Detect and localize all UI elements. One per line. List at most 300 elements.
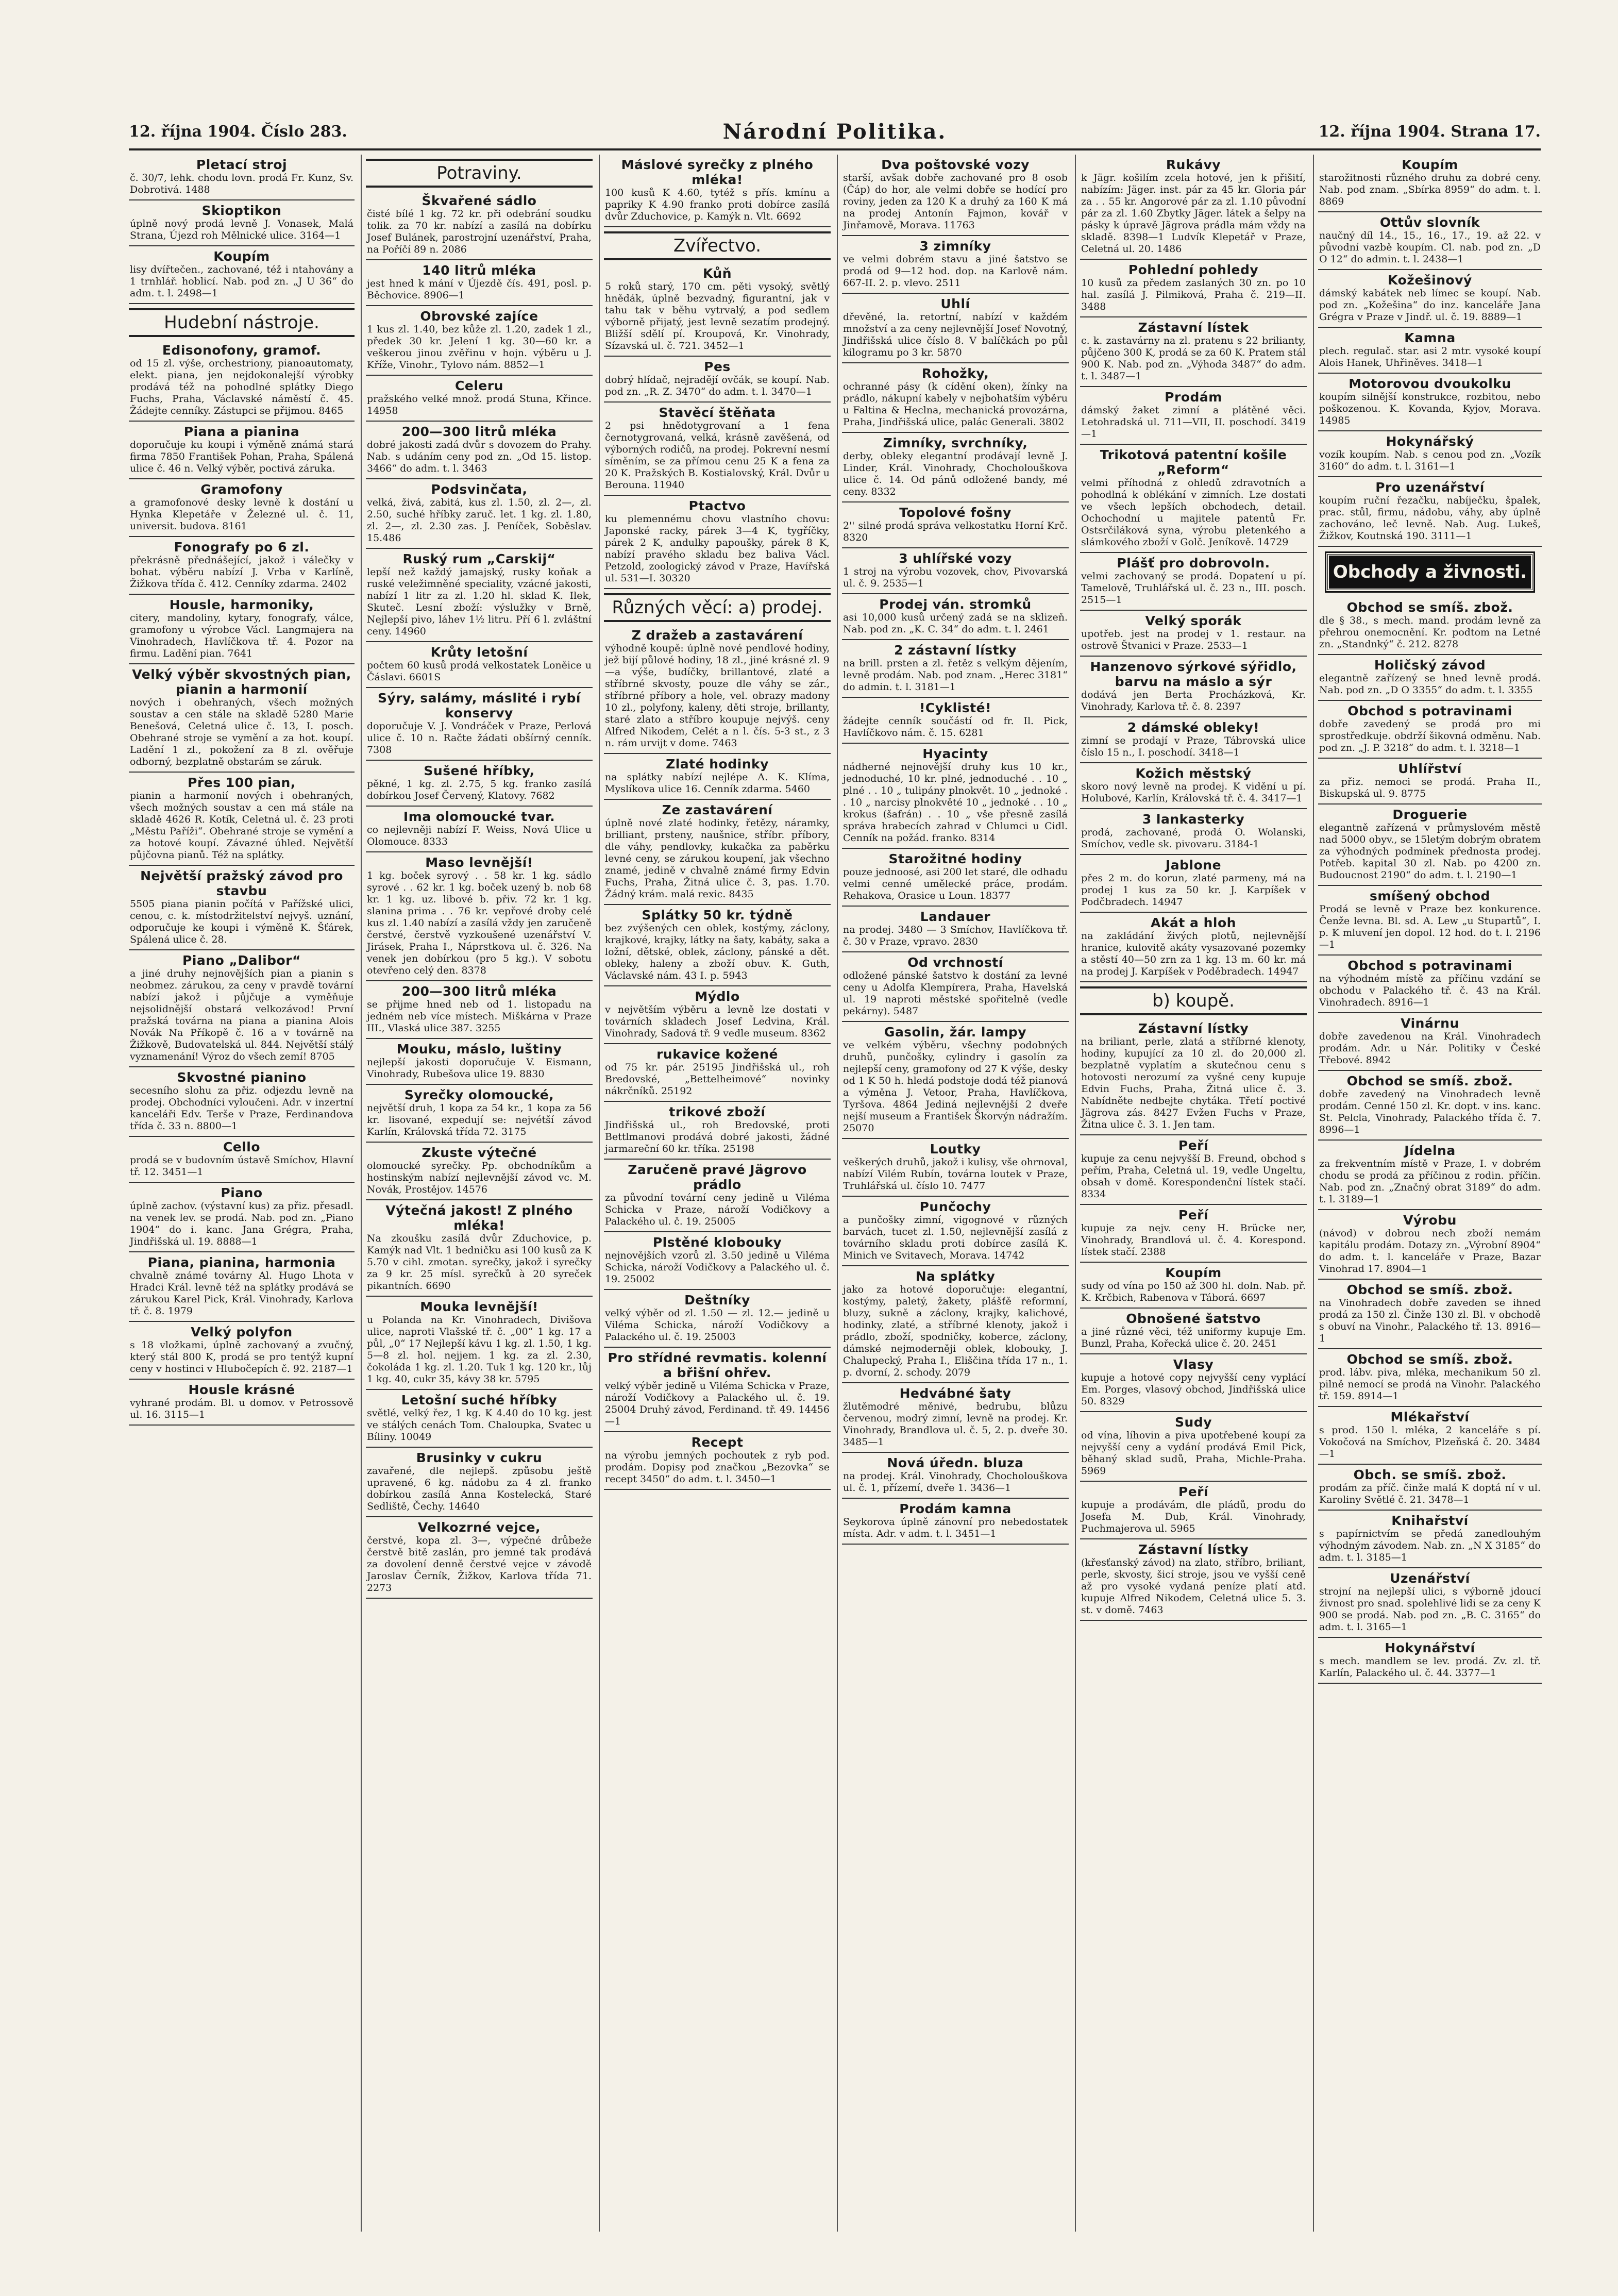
ad-headline: Kožešinový: [1388, 273, 1472, 288]
classified-ad: [366, 1448, 593, 1517]
page-number: 12. října 1904. Strana 17.: [1318, 123, 1541, 141]
ad-body-text: koupím silnější konstrukce, rozbitou, nebo poškozenou. K. Kovanda, Kyjov, Morava. 14985: [1319, 391, 1541, 426]
classified-ad: [604, 1160, 831, 1232]
ad-headline: Velký polyfon: [191, 1325, 293, 1339]
ad-headline: Prodej ván. stromků: [879, 597, 1032, 612]
ad-headline: Obnošené šatstvo: [1126, 1311, 1261, 1326]
classified-ad: [842, 907, 1069, 952]
ad-body-text: ve velkém výběru, všechny podobných druhů, punčošky, cylindry i gasolín za nejlepší ceny, gramofony od 27 K výše, desky od 1 K 50 h. hledá podstoje dodá též pianová a výměna J. Vetoor, Praha, Havlíčkova, Tyršova. 4864 Jediná nejlevnější 2 dveře nejší museum a František Škorvýn nádražím. 25070: [843, 1040, 1068, 1134]
classified-ad: [1080, 1482, 1307, 1539]
classified-ad: [129, 1380, 355, 1426]
ad-headline: Skioptikon: [201, 203, 282, 218]
classified-ad: [1318, 1465, 1542, 1511]
classified-ad: [842, 1383, 1069, 1453]
ad-headline: Obch. se smíš. zbož.: [1353, 1467, 1507, 1482]
ad-body-text: 1 kus zl. 1.40, bez kůže zl. 1.20, zadek 1 zl., předek 30 kr. Jelení 1 kg. 30—60 kr. a veškerou jinou zvěřinu v hojn. výběru u J. Kříže, Vinohr., Tylovo nám. 8852—1: [367, 324, 592, 371]
classified-ad: [366, 376, 593, 422]
ad-headline: Velkozrné vejce,: [417, 1520, 541, 1535]
ad-headline: Obchod se smíš. zbož.: [1346, 600, 1513, 615]
classified-ad: [1318, 1280, 1542, 1349]
classified-ad: [604, 625, 831, 754]
ad-body-text: na Vinohradech dobře zaveden se ihned prodá za 150 zl. Činže 130 zl. Bl. v obchodě s obuví na Vinohr., Palackého tř. 13. 8916—1: [1319, 1297, 1541, 1344]
ad-body-text: nejlepší jakosti doporučuje V. Eismann, Vinohrady, Rubešova ulice 19. 8830: [367, 1057, 592, 1080]
ad-body-text: plech. regulač. star. asi 2 mtr. vysoké koupí Alois Hanek, Uhřiněves. 3418—1: [1319, 345, 1541, 368]
classified-ad: [604, 1102, 831, 1160]
ad-headline: Obchod se smíš. zbož.: [1346, 1282, 1513, 1297]
section-heading: Různých věcí: a) prodej.: [604, 593, 831, 622]
classified-ad: [1318, 1071, 1542, 1141]
ad-body-text: na prodej. Král. Vinohrady, Chocholouškova ul. č. 1, přízemí, dveře 1. 3436—1: [843, 1470, 1068, 1494]
ad-body-text: odložené pánské šatstvo k dostání za levné ceny u Adolfa Klempírera, Praha, Havelská ul. 19 naproti městské spořitelně (vedle pekárny). 5487: [843, 970, 1068, 1017]
ad-body-text: kupuje za cenu nejvyšší B. Freund, obchod s peřím, Praha, Celetná ul. 19, vedle Ungeltu, obsah v domě. Korespondenční lístek stačí. 8334: [1081, 1153, 1306, 1200]
ad-body-text: 5505 piana pianin počítá v Pařížské ulici, cenou, c. k. místodržitelství nejvyš. uznání, odporučuje ke koupi i výměně K. Šťárek, Spálená ulice č. 28.: [130, 898, 353, 945]
ad-body-text: co nejlevněji nabízí F. Weiss, Nová Ulice u Olomouce. 8333: [367, 824, 592, 847]
classified-ad: [1080, 1205, 1307, 1263]
ad-body-text: úplně nové zlaté hodinky, řetězy, náramky, brilliant, prsteny, naušnice, stříbr. příbory, dle váhy, pendlovky, kukačka za paběrku levné ceny, se zárukou koupení, jak všechno znamé, jedině v chvalně známé firmy Edvin Fuchs, Praha, Žitná ulice č. 3, pas. 1.70. Žádný krám. malá rexic. 8435: [605, 817, 830, 900]
ad-body-text: největší druh, 1 kopa za 54 kr., 1 kopa za 56 kr. lisované, expedují se: nejvétší závod Karlín, Královská třída 72. 3175: [367, 1102, 592, 1137]
ad-body-text: citery, mandoliny, kytary, fonografy, válce, gramofony u výrobce Václ. Langmajera na Vinohradech, Havlíčkova tř. 4. Pozor na firmu. Ladění pian. 7641: [130, 612, 353, 659]
ad-body-text: asi 10,000 kusů určený zadá se na sklizeň. Nab. pod zn. „K. C. 34“ do adm. t. l. 2461: [843, 612, 1068, 635]
ad-headline: Letošní suché hříbky: [401, 1393, 558, 1407]
classified-ad: [842, 849, 1069, 907]
ad-headline: Holičský závod: [1374, 658, 1486, 673]
classified-ad: [366, 1390, 593, 1448]
classified-ad: [604, 1432, 831, 1490]
ad-headline: Výtečná jakost! Z plného mléka!: [385, 1203, 573, 1233]
ad-headline: Celeru: [455, 378, 503, 393]
classified-ad: [1318, 477, 1542, 547]
ad-headline: Pohlední pohledy: [1128, 262, 1259, 277]
ad-headline: Mouku, máslo, luštiny: [396, 1042, 562, 1057]
ad-headline: Zástavní lístky: [1138, 1021, 1249, 1036]
classified-ad: [1318, 374, 1542, 431]
ad-headline: Na splátky: [915, 1269, 996, 1284]
ad-headline: Plstěné klobouky: [652, 1235, 782, 1250]
classified-columns: [129, 155, 1541, 2232]
ad-body-text: prodá se v budovním ústavě Smíchov, Hlavní tř. 12. 3451—1: [130, 1154, 353, 1178]
column-3: [599, 155, 835, 2232]
ad-headline: Uhlířství: [1398, 761, 1462, 776]
ad-body-text: Na zkoušku zasílá dvůr Zduchovice, p. Kamýk nad Vlt. 1 bedničku asi 100 kusů za K 5.70 v cihl. zmotan. syrečky, jakož i syrečky za 9 kr. 25 mísl. syrečků à 20 syreček pikantních. 6690: [367, 1233, 592, 1292]
classified-ad: [366, 688, 593, 761]
ad-body-text: úplně zachov. (výstavní kus) za přiz. přesadl. na venek lev. se prodá. Nab. pod zn. „Piano 1904“ do i. kanc. Jana Grégra, Praha, Jindřišská ul. 19. 8888—1: [130, 1200, 353, 1247]
ad-headline: Maso levnější!: [425, 855, 533, 870]
classified-ad: [1318, 701, 1542, 759]
classified-ad: [604, 754, 831, 800]
ad-body-text: upotřeb. jest na prodej v 1. restaur. na ostrově Štvanici v Praze. 2533—1: [1081, 628, 1306, 651]
ad-headline: Starožitné hodiny: [888, 851, 1022, 866]
classified-ad: [129, 1183, 355, 1252]
classified-ad: [1080, 553, 1307, 611]
ad-headline: Mýdlo: [695, 989, 740, 1004]
classified-ad: [1080, 913, 1307, 982]
ad-headline: Stavěcí štěňata: [659, 405, 776, 420]
classified-ad: [366, 852, 593, 981]
classified-ad: [366, 1085, 593, 1143]
classified-ad: [1318, 1568, 1542, 1638]
classified-ad: [842, 1139, 1069, 1197]
column-2: [361, 155, 597, 2232]
ad-body-text: dobře zavedený na Vinohradech levně prodám. Cenné 150 zl. Kr. dopt. v ins. kanc. St. Pelcla, Vinohrady, Palackého třída č. 7. 8996—1: [1319, 1088, 1541, 1135]
classified-ad: [1080, 611, 1307, 657]
classified-ad: [129, 664, 355, 773]
ad-body-text: sudy od vína po 150 až 300 hl. doln. Nab. př. K. Krčbich, Rabenova v Táborá. 6697: [1081, 1280, 1306, 1303]
classified-ad: [842, 294, 1069, 363]
classified-ad: [366, 1200, 593, 1297]
ad-body-text: u Polanda na Kr. Vinohradech, Divišova ulice, naproti Vlašské tř. č. „00“ 1 kg. 17 a půl, „0“ 17 Nejlepší kávu 1 kg. zl. 1.50, 1 kg. 5—8 zl. hol. nejjem. 1 kg. za zl. 2.30, čokoláda 1 kg. zl. 1.20. Tuk 1 kg. 120 kr., lůj 1 kg. 40, cukr 35, kávy 38 kr. 5795: [367, 1314, 592, 1385]
ad-body-text: za frekventním místě v Praze, I. v dobrém chodu se prodá za příčinou z rodin. příčin. Nab. pod zn. „Značný obrat 3189“ do adm. t. l. 3189—1: [1319, 1158, 1541, 1205]
ad-headline: Největší pražský závod pro stavbu: [140, 868, 343, 898]
classified-ad: [129, 422, 355, 479]
classified-ad: [842, 594, 1069, 640]
ad-body-text: a gramofonové desky levně k dostání u Hynka Klepetáře v Železné ul. č. 11, universit. budova. 8161: [130, 497, 353, 532]
classified-ad: [366, 422, 593, 479]
ad-headline: Kožich městský: [1135, 766, 1252, 781]
ad-headline: Hokynářský: [1386, 434, 1474, 449]
ad-headline: trikové zboží: [669, 1104, 766, 1119]
ad-body-text: 1 stroj na výrobu vozovek, chov, Pivovarská ul. č. 9. 2535—1: [843, 566, 1068, 589]
ad-headline: Piano: [221, 1185, 263, 1200]
ad-body-text: kupuje a prodávám, dle pládů, produ do Josefa M. Dub, Král. Vinohrady, Puchmajerova ul. 5965: [1081, 1499, 1306, 1534]
newspaper-page: [129, 120, 1541, 2236]
ad-headline: Vlasy: [1173, 1357, 1214, 1372]
ad-headline: Loutky: [930, 1142, 981, 1157]
ad-body-text: strojní na nejlepší ulici, s výborně jdoucí živnost pro snad. spolehlivé lidi se za ceny K 900 se prodá. Nab. pod zn. „B. C. 3165“ do adm. t. l. 3165—1: [1319, 1586, 1541, 1633]
classified-ad: [129, 950, 355, 1067]
classified-ad: [1318, 328, 1542, 374]
ad-body-text: starožitnosti různého druhu za dobré ceny. Nab. pod znam. „Sbírka 8959“ do adm. t. l. 8869: [1319, 172, 1541, 207]
ad-body-text: naučný díl 14., 15., 16., 17., 19. až 22. v původní vazbě koupím. Cl. nab. pod zn. „D O 12“ do admin. t. l. 2438—1: [1319, 230, 1541, 265]
classified-ad: [842, 1266, 1069, 1383]
ad-headline: Droguerie: [1392, 807, 1468, 822]
ad-body-text: a jiné druhy nejnovějších pian a pianin s neobmez. zárukou, za ceny v pravdě tovární nabízí jakož i půjčuje a vyměňuje nejsolidnější obstará velkozávod! První pražská továrna na piana a pianina Alois Novák Na Příkopě č. 16 a v továrně na Žižkově, Budovatelská ul. 844. Největší stálý vyznamenání! Výroz do všech zemí! 8705: [130, 968, 353, 1062]
classified-ad: [1318, 270, 1542, 328]
ad-headline: Sušené hříbky,: [424, 763, 535, 778]
ad-body-text: 10 kusů za předem zaslaných 30 zn. po 10 hal. zasílá J. Pilmiková, Praha č. 219—II. 3488: [1081, 277, 1306, 312]
ad-body-text: s mech. mandlem se lev. prodá. Zv. zl. tř. Karlín, Palackého ul. č. 44. 3377—1: [1319, 1655, 1541, 1679]
ad-headline: Recept: [691, 1435, 744, 1450]
page-header: [129, 120, 1541, 147]
classified-ad: [1318, 1349, 1542, 1407]
classified-ad: [129, 155, 355, 200]
ad-headline: Škvařené sádlo: [422, 193, 537, 208]
ad-body-text: vozík koupím. Nab. s cenou pod zn. „Vozík 3160“ do adm. t. l. 3161—1: [1319, 449, 1541, 472]
ad-body-text: derby, obleky elegantní prodávají levně J. Linder, Král. Vinohrady, Chocholouškova ulice č. 14. Od pánů odložené bandy, mé ceny. 8332: [843, 450, 1068, 497]
ad-body-text: c. k. zastavárny na zl. pratenu s 22 brilianty, půjčeno 300 K, prodá se za 60 K. Pratem stál 900 K. Nab. pod zn. „Výhoda 3487“ do adm. t. l. 3487—1: [1081, 335, 1306, 382]
ad-headline: Obchod se smíš. zbož.: [1346, 1074, 1513, 1088]
column-5: [1075, 155, 1311, 2232]
classified-ad: [1318, 212, 1542, 270]
classified-ad: [129, 340, 355, 422]
classified-ad: [842, 363, 1069, 433]
ad-body-text: k Jägr. košilím zcela hotové, jen k přišití, nabízím: Jäger. inst. pár za 45 kr. Gloria pár za . . 55 kr. Angorové pár za zl. 1.10 původní pár za zl. 1.60 Zbytky Jäger. látek a šelpy na pásky k úpravě Jägrova prádla mám vždy na skladě. 8398—1 Ludvík Klepetář v Praze, Celetná ul. 20. 1486: [1081, 172, 1306, 255]
classified-ad: [604, 1044, 831, 1102]
ad-body-text: doporučuje ku koupi i výměně známá stará firma 7850 František Pohan, Praha, Spálená ulice č. 46 n. Velký výběr, poctivá záruka.: [130, 439, 353, 474]
classified-ad: [1318, 655, 1542, 701]
ad-body-text: dobré jakosti zadá dvůr s dovozem do Prahy. Nab. s udáním ceny pod zn. „Od 15. listop. 3466“ do adm. t. l. 3463: [367, 439, 592, 474]
ad-headline: 3 uhlířské vozy: [899, 551, 1012, 566]
header-rule: [129, 148, 1541, 150]
classified-ad: [842, 548, 1069, 594]
classified-ad: [604, 496, 831, 589]
ad-headline: Piana, pianina, harmonia: [147, 1255, 336, 1270]
ad-headline: 140 litrů mléka: [422, 263, 536, 278]
ad-headline: Hokynářství: [1385, 1640, 1475, 1655]
ad-body-text: na splátky nabízí nejlépe A. K. Klíma, Myslíkova ulice 16. Cenník zdarma. 5460: [605, 772, 830, 795]
ad-body-text: ku plemennému chovu vlastního chovu: Japonské racky, párek 3—4 K, tygříčky, párek 2 K, andulky papoušky, párek 8 K, nabízí pravého skladu bez baliva Václ. Petzold, zoologický závod v Praze, Havířská ul. 531—I. 30320: [605, 513, 830, 584]
ad-body-text: doporučuje V. J. Vondráček v Praze, Perlová ulice č. 10 n. Račte žádati obšírný cenník. 7308: [367, 720, 592, 756]
ad-body-text: prod. lábv. piva, mléka, mechanikum 50 zl. pilně nemocí se prodá na Vinohr. Palackého tř. 159. 8914—1: [1319, 1367, 1541, 1402]
classified-ad: [1080, 1018, 1307, 1135]
classified-ad: [1318, 759, 1542, 805]
ad-body-text: velká, živá, zabitá, kus zl. 1.50, zl. 2—, zl. 2.50, suché hříbky zaruč. let. 1 kg. zl. 1.80, zl. 2—, zl. 2.30 zas. J. Peníček, Soběslav. 15.486: [367, 497, 592, 544]
classified-ad: [1318, 805, 1542, 886]
classified-ad: [129, 866, 355, 950]
ad-body-text: v největším výběru a levně lze dostati v továrních skladech Josef Ledvina, Král. Vinohrady, Sadová tř. 9 vedle museum. 8362: [605, 1004, 830, 1039]
classified-ad: [604, 263, 831, 357]
ad-headline: Výrobu: [1403, 1213, 1457, 1228]
ad-headline: Brusinky v cukru: [416, 1450, 543, 1465]
ad-body-text: velmi zachovaný se prodá. Dopatení u pí. Tamelově, Truhlářská ul. č. 23 n., III. posch. 2515—1: [1081, 571, 1306, 606]
ad-body-text: vyhrané prodám. Bl. u domov. v Petrossově ul. 16. 3115—1: [130, 1397, 353, 1420]
ad-body-text: 1 kg. boček syrový . . 58 kr. 1 kg. sádlo syrové . . 62 kr. 1 kg. boček uzený b. nob 68 kr. 1 kg. uz. libové b. přiv. 72 kr. 1 kg. slanina prima . . 76 kr. vepřové droby celé kus zl. 1.40 nabízí a zasílá vždy jen zaručeně čerstvé, čerstvě vyzkoušené uzenářství V. Jirásek, Praha I., Náprstkova ul. č. 326. Na venek jen dobírkou (pro 5 kg.). V sobotu otevřeno celý den. 8378: [367, 870, 592, 976]
ad-body-text: velký výběr jedině u Viléma Schicka v Praze, nároží Vodičkovy a Palackého ul. č. 19. 25004 Druhý závod, Ferdinand. tř. 49. 14456—1: [605, 1380, 830, 1427]
classified-ad: [1080, 1539, 1307, 1621]
classified-ad: [1318, 1638, 1542, 1684]
ad-headline: smíšený obchod: [1370, 889, 1490, 903]
ad-body-text: olomoucké syrečky. Pp. obchodníkům a hostinským nabízí nejlevnější závod vc. M. Novák, Prostějov. 14576: [367, 1160, 592, 1195]
ad-headline: Ptactvo: [688, 498, 746, 513]
classified-ad: [366, 1517, 593, 1599]
ad-headline: Edisonofony, gramof.: [162, 343, 322, 358]
ad-headline: Kůň: [702, 266, 732, 281]
classified-ad: [1080, 387, 1307, 445]
classified-ad: [129, 537, 355, 595]
classified-ad: [366, 642, 593, 688]
ad-headline: Zaručeně pravé Jägrovo prádlo: [628, 1162, 807, 1192]
ad-body-text: elegantně zařízená v průmyslovém městě nad 5000 obyv., se 15letým dobrým obratem za výhodných podmínek přednosta prodej. Potřeb. kapital 30 zl. Nab. po 4200 zn. Budoucnost 2190“ do adm. t. l. 2190—1: [1319, 822, 1541, 881]
ad-body-text: veškerých druhů, jakož i kulisy, vše ohrnoval, nabízí Vilém Rubín, továrna loutek v Praze, Truhlářská ul. číslo 10. 7477: [843, 1157, 1068, 1192]
classified-ad: [129, 773, 355, 866]
classified-ad: [366, 807, 593, 852]
classified-ad: [129, 1252, 355, 1322]
ad-headline: Topolové fošny: [899, 505, 1012, 520]
ad-body-text: (křesťanský závod) na zlato, stříbro, briliant, perle, skvosty, šicí stroje, jsou ve vyšší ceně až pro vysoké vydaná peníze platí atd. kupuje Alfred Nikodem, Celetná ulice 5. 3. st. v domě. 7463: [1081, 1557, 1306, 1616]
ad-headline: Ze zastavárení: [662, 802, 773, 817]
classified-ad: [129, 1067, 355, 1137]
classified-ad: [1080, 809, 1307, 855]
ad-body-text: nových i obehraných, všech možných soustav a cen stále na skladě 5280 Marie Benešová, Celetná ulice č. 13, I. posch. Obehrané stroje se vymění a za hot. koupí. Ladění 1 zl., pokožení za 8 zl. ověřuje odborný, bezplatně obstarám se záruk.: [130, 697, 353, 767]
ad-headline: Splátky 50 kr. týdně: [642, 908, 793, 923]
classified-ad: [366, 981, 593, 1039]
ad-headline: Peří: [1178, 1208, 1209, 1222]
classified-ad: [129, 1137, 355, 1183]
ad-body-text: koupím ruční řezačku, nabíječku, špalek, prac. stůl, firmu, nádobu, váhy, aby úplně zachováno, leč levně. Nab. Aug. Lukeš, Žižkov, Koutnská 190. 3111—1: [1319, 495, 1541, 542]
ad-headline: rukavice kožené: [656, 1047, 778, 1062]
classified-ad: [604, 357, 831, 403]
ad-headline: Landauer: [920, 909, 991, 924]
ad-headline: Knihařství: [1391, 1513, 1469, 1528]
ad-headline: Pro uzenářství: [1375, 480, 1485, 495]
ad-body-text: dle § 38., s mech. mand. prodám levně za přehrou onemocnění. Kr. podtom na Letné zn. „Standnký“ č. 212. 8278: [1319, 615, 1541, 650]
ad-body-text: 2 psi hnědotygrovaní a 1 fena černotygrovaná, velká, krásně zavěšená, od výborných rodičů, na prodej. Pokrevní nesmí síměním, se za přímou cenu 25 K a fena za 20 K. Pražských B. Kostialovský, Král. Dvůr u Berouna. 11940: [605, 420, 830, 491]
ad-headline: Máslové syrečky z plného mléka!: [621, 157, 814, 187]
ad-body-text: pouze jednoosé, asi 200 let staré, dle odhadu velmi cenné umělecké práce, prodám. Rehakova, Orasice u Loun. 18377: [843, 866, 1068, 901]
ad-body-text: jest hned k mání v Újezdě čís. 491, posl. p. Běchovice. 8906—1: [367, 278, 592, 301]
classified-ad: [1080, 445, 1307, 553]
issue-date-number: 12. října 1904. Číslo 283.: [129, 123, 347, 141]
classified-ad: [1318, 1407, 1542, 1465]
ad-headline: Zimníky, svrchníky,: [883, 435, 1028, 450]
ad-body-text: Jindřišská ul., roh Bredovské, proti Bettlmanovi prodává dobré jakosti, žádné jarmareční 60 kr. tříka. 25198: [605, 1119, 830, 1154]
classified-ad: [604, 403, 831, 496]
classified-ad: [1318, 886, 1542, 956]
ad-body-text: žádejte cenník součástí od fr. Il. Pick, Havlíčkovo nám. č. 15. 6281: [843, 715, 1068, 739]
ad-body-text: kupuje a hotové copy nejvyšší ceny vyplácí Em. Porges, vlasový obchod, Jindřišská ulice 50. 8329: [1081, 1372, 1306, 1407]
section-heading-boxed: Obchody a živnosti.: [1326, 553, 1533, 591]
ad-body-text: a punčošky zimní, vigognové v různých barvách, tucet zl. 1.50, nejlevnější zasílá z továrního skladu proti dobírce zasílá K. Minich ve Svitavech, Morava. 14742: [843, 1214, 1068, 1261]
classified-ad: [842, 952, 1069, 1022]
ad-headline: Hedvábné šaty: [899, 1386, 1012, 1401]
ad-body-text: na prodej. 3480 — 3 Smíchov, Havlíčkova tř. č. 30 v Praze, vpravo. 2830: [843, 924, 1068, 947]
ad-headline: Mlékařství: [1390, 1410, 1470, 1424]
ad-body-text: s prod. 150 l. mléka, 2 kanceláře s pí. Vokočová na Smíchov, Plzeňská č. 20. 3484—1: [1319, 1424, 1541, 1460]
classified-ad: [1318, 1511, 1542, 1568]
ad-headline: Piana a pianina: [183, 424, 300, 439]
classified-ad: [366, 306, 593, 376]
classified-ad: [604, 1348, 831, 1432]
ad-headline: Housle krásné: [188, 1382, 295, 1397]
ad-body-text: zavařené, dle nejlepš. způsobu ještě upravené, 6 kg. nádobu za 4 zl. franko dobírkou zasílá Anna Kostelecká, Staré Sedliště, Čechy. 14640: [367, 1465, 592, 1512]
ad-body-text: 5 roků starý, 170 cm. pěti vysoký, světlý hnědák, úplně bezvadný, figurantní, jak v tahu tak v běhu vytrvalý, a pod sedlem výborně přijatý, jest levně sezatím prodejný. Bližší sdělí pí. Kroupová, Kr. Vinohrady, Sízavská ul. č. 721. 3452—1: [605, 281, 830, 351]
ad-headline: Uhlí: [940, 296, 970, 311]
ad-body-text: výhodně koupě: úplně nové pendlové hodiny, jež bijí půlové hodiny, 18 zl., jiné krásné zl. 9—a výše, budíčky, brillantové, zlaté a stříbrné skvosty, pouze dle váhy se zár., stříbrné příbory a hole, vel. obrazy madony 10 zl., polyfony, kaleny, děti stroje, brillanty, staré zlato a stříbro koupuje nejvýš. ceny Alfred Nikodem, Celét a n l. čís. 5-3 st., z 3 n. rám urvijt v dome. 7463: [605, 643, 830, 749]
classified-ad: [366, 761, 593, 807]
ad-headline: 200—300 litrů mléka: [401, 424, 557, 439]
ad-body-text: starší, avšak dobře zachované pro 8 osob (Čáp) do hor, ale velmi dobře se hodící pro roviny, jeden za 120 K a druhý za 160 K má na prodej Antonín Fajmon, kovář v Jinřamově, Morava. 11763: [843, 172, 1068, 231]
ad-headline: Peří: [1178, 1484, 1209, 1499]
ad-headline: Rohožky,: [921, 366, 989, 381]
ad-body-text: dobrý hlídač, nejradějí ovčák, se koupí. Nab. pod zn. „R. Z. 3470“ do adm. t. l. 3470—1: [605, 374, 830, 397]
ad-headline: Zástavní lístky: [1138, 1542, 1249, 1557]
ad-body-text: na brill. prsten a zl. řetěz s velkým dějením, levně prodám. Nab. pod znam. „Herec 3181“ do admin. t. l. 3181—1: [843, 658, 1068, 693]
classified-ad: [1080, 763, 1307, 809]
ad-headline: Uzenářství: [1390, 1571, 1470, 1586]
classified-ad: [842, 502, 1069, 548]
classified-ad: [842, 744, 1069, 849]
ad-body-text: dodává jen Berta Procházková, Kr. Vinohrady, Karlova tř. č. 8. 2397: [1081, 689, 1306, 712]
classified-ad: [1080, 155, 1307, 260]
classified-ad: [842, 698, 1069, 744]
ad-body-text: 100 kusů K 4.60, tytéž s přís. kmínu a papriky K 4.90 franko proti dobírce zasílá dvůr Zduchovice, p. Kamýk n. Vlt. 6692: [605, 187, 830, 222]
ad-headline: Přes 100 pian,: [188, 775, 296, 790]
ad-body-text: č. 30/7, lehk. chodu lovn. prodá Fr. Kunz, Sv. Dobrotivá. 1488: [130, 172, 353, 195]
ad-body-text: světlé, velký řez, 1 kg. K 4.40 do 10 kg. jest ve stálých cenách Tom. Chaloupka, Svatec u Bíliny. 10049: [367, 1407, 592, 1443]
ad-body-text: dámský žaket zimní a plátěné věci. Letohradská ul. 711—VII, II. poschodí. 3419—1: [1081, 405, 1306, 440]
classified-ad: [366, 1039, 593, 1085]
ad-headline: Gramofony: [200, 482, 283, 497]
ad-headline: Kamna: [1404, 330, 1456, 345]
ad-headline: Jablone: [1165, 858, 1222, 873]
ad-body-text: na zakládání živých plotů, nejlevnější hranice, kulovitě akáty vysazované pozemky a stěstí 40—50 zrn za 1 kg. 13 m. 60 kr. má na prodej J. Karpíšek v Poděbradech. 14947: [1081, 930, 1306, 977]
ad-body-text: na briliant, perle, zlatá a stříbrné klenoty, hodiny, kupující za 10 zl. do 20,000 zl. bezplatně vyplatím a skutečnou cenu s hotovosti nerozumí za vyšné ceny kupuje Edvin Fuchs, Praha, Žitná ulice č. 3. Nabídněte nedbejte chytáka. Třetí poctivé Jägrova zás. 8427 Evžen Fuchs v Praze, Žitna ulice č. 3. 1. Jen tam.: [1081, 1036, 1306, 1130]
ad-headline: Vinárnu: [1401, 1016, 1459, 1031]
classified-ad: [842, 236, 1069, 294]
ad-body-text: za přiz. nemoci se prodá. Praha II., Biskupská ul. 9. 8775: [1319, 776, 1541, 799]
classified-ad: [1080, 260, 1307, 317]
ad-body-text: 2'' silné prodá správa velkostatku Horní Krč. 8320: [843, 520, 1068, 543]
ad-body-text: čisté bílé 1 kg. 72 kr. při odebrání soudku tolik. za 70 kr. nabízí a zasílá na dobírku Josef Bulánek, parostrojní uzenářství, Praha, na Poříčí 89 n. 2086: [367, 208, 592, 255]
classified-ad: [604, 800, 831, 905]
ad-body-text: dobře zavedenou na Král. Vinohradech prodám. Adr. u Nár. Politiky v České Třebové. 8942: [1319, 1031, 1541, 1066]
ad-headline: Motorovou dvoukolku: [1349, 376, 1511, 391]
ad-headline: Cello: [223, 1139, 261, 1154]
ad-body-text: velmi příhodná z ohledů zdravotních a pohodlná k oblékání v zimních. Lze dostati ve všech lepších obchodech, detail. Ochochodní u majitele patentů Fr. Ostsrčiláková syna, výrobu pletenkého a slámkového zboží v Golč. Jeníkově. 14729: [1081, 477, 1306, 548]
ad-body-text: od vína, líhovin a piva upotřebené koupí za nejvyšší ceny a vydání prodává Emil Pick, běhaný sklad sudů, Praha, Michle-Praha. 5969: [1081, 1430, 1306, 1477]
ad-headline: Syrečky olomoucké,: [404, 1087, 554, 1102]
ad-body-text: žlutěmodré měnivé, bedrubu, blůzu červenou, modrý zimní, levně na prodej. Kr. Vinohrady, Brandlova ul. č. 5, 2. p. dveře 30. 3485—1: [843, 1401, 1068, 1448]
ad-headline: Podsvinčata,: [431, 482, 528, 497]
ad-headline: Hanzenovo sýrkové sýřidlo, barvu na máslo a sýr: [1090, 659, 1297, 689]
classified-ad: [604, 1290, 831, 1348]
ad-body-text: překrásně přednášející, jakož i válečky v bohat. výběru nabízí J. Vrba v Karlíně, Žižkova třída č. 412. Cenníky zdarma. 2402: [130, 555, 353, 590]
ad-body-text: jako za hotové doporučuje: elegantní, kostýmy, paletý, žakety, plášťě reformní, bluzy, sukně a záclony, krajky, kalichové, hodinky, zlaté, a stříbrné klenoty, jakož i prádlo, zboží, spodničky, koberce, záclony, dámské nejmoderněji oblek, klobouky, J. Chalupecký, Praha I., Eliščina třída 17 n., 1. p. dvorní, 2. schody. 2079: [843, 1284, 1068, 1378]
classified-ad: [1080, 1309, 1307, 1354]
classified-ad: [1080, 1135, 1307, 1205]
ad-headline: Akát a hloh: [1151, 915, 1236, 930]
ad-body-text: ve velmi dobrém stavu a jiné šatstvo se prodá od 9—12 hod. dop. na Karlově nám. 667-II. 2. p. vlevo. 2511: [843, 254, 1068, 289]
ad-headline: Ima olomoucké tvar.: [403, 809, 555, 824]
ad-body-text: od 15 zl. výše, orchestriony, pianoautomaty, elekt. piana, jen nejdokonalejší výrobky prodává též na pohodlné splátky Diego Fuchs, Praha, Václavské náměstí č. 45. Žádejte cenníky. Zástupci se přijmou. 8465: [130, 358, 353, 416]
ad-body-text: a jiné různé věci, též uniformy kupuje Em. Bunzl, Praha, Kořecká ulice č. 20. 2451: [1081, 1326, 1306, 1349]
ad-headline: Sýry, salámy, máslité i rybí konservy: [378, 691, 581, 720]
ad-body-text: kupuje za nejv. ceny H. Brücke ner, Vinohrady, Brandlová ul. č. 4. Korespond. lístek stačí. 2388: [1081, 1222, 1306, 1258]
ad-headline: Skvostné pianino: [177, 1070, 307, 1085]
ad-body-text: na výhodném místě za příčinu vzdání se obchodu v Palackého tř. č. 43 na Král. Vinohradech. 8916—1: [1319, 973, 1541, 1008]
ad-headline: Pes: [704, 359, 731, 374]
ad-headline: Z dražeb a zastavárení: [631, 628, 803, 643]
ad-body-text: lepší než každý jamajský, rusky koňak a ruské veležimněné speciality, vzácné jakosti, nabízí 1 litr za zl. 1.20 hl. sklad K. Ilek, Skuteč. Lesní zboží: výslužky v Brně, Nejlepší pivo, láhev 1½ litru. Pří 6 l. zvláštní ceny. 14960: [367, 566, 592, 637]
ad-headline: Obchod se smíš. zbož.: [1346, 1352, 1513, 1367]
classified-ad: [366, 1297, 593, 1390]
ad-headline: Zlaté hodinky: [666, 757, 769, 772]
classified-ad: [604, 155, 831, 227]
classified-ad: [604, 986, 831, 1044]
section-heading: Zvířectvo.: [604, 231, 831, 260]
ad-headline: Prodám kamna: [899, 1501, 1012, 1516]
classified-ad: [842, 640, 1069, 698]
section-heading: Hudební nástroje.: [129, 308, 355, 337]
classified-ad: [129, 1322, 355, 1380]
ad-body-text: úplně nový prodá levně J. Vonasek, Malá Strana, Újezd roh Mělnické ulice. 3164—1: [130, 218, 353, 241]
classified-ad: [1318, 1210, 1542, 1280]
classified-ad: [1080, 855, 1307, 913]
ad-headline: Fonografy po 6 zl.: [174, 540, 310, 555]
classified-ad: [129, 200, 355, 246]
classified-ad: [842, 1499, 1069, 1545]
ad-headline: Sudy: [1175, 1415, 1212, 1430]
ad-headline: Velký sporák: [1145, 613, 1242, 628]
ad-body-text: dřevěné, la. retortní, nabízí v každém množství a za ceny nejlevnější Josef Novotný, Jindřišská ulice číslo 8. V balíčkách po půl kilogramu po 3 kr. 5870: [843, 311, 1068, 358]
classified-ad: [842, 1022, 1069, 1139]
ad-headline: Zkuste výtečné: [422, 1145, 537, 1160]
classified-ad: [842, 1453, 1069, 1499]
ad-body-text: zimní se prodají v Praze, Tábrovská ulice číslo 15 n., I. poschodí. 3418—1: [1081, 735, 1306, 758]
ad-headline: Piano „Dalibor“: [182, 953, 301, 968]
ad-headline: Ruský rum „Carskij“: [402, 551, 556, 566]
ad-body-text: s papírnictvím se předá zanedlouhým výhodným závodem. Nab. zn. „N X 3185“ do adm. t. l. 3185—1: [1319, 1528, 1541, 1563]
ad-body-text: počtem 60 kusů prodá velkostatek Loněice u Čáslavi. 6601S: [367, 660, 592, 683]
